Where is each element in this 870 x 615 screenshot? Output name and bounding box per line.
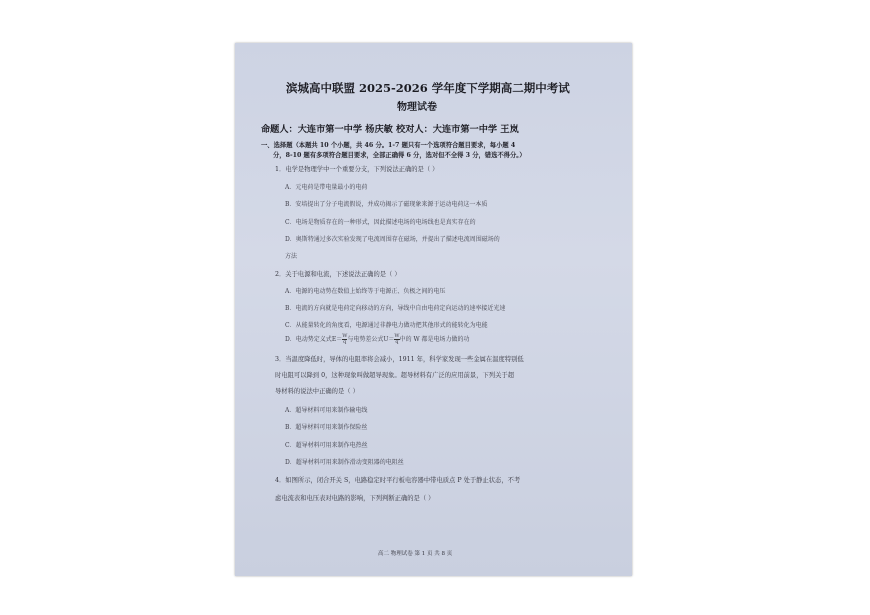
- fraction-numerator: W: [394, 333, 400, 339]
- fraction-denominator: q: [395, 339, 399, 345]
- q1-option-b: B．安培提出了分子电流假说，并成功揭示了磁现象来源于运动电荷这一本质: [285, 201, 488, 208]
- q3-option-b: B．超导材料可用来制作保险丝: [285, 424, 368, 431]
- q4-stem-line1: 4．如图所示，闭合开关 S，电路稳定时平行板电容器中带电质点 P 处于静止状态，不考: [275, 477, 521, 484]
- q3-option-a: A．超导材料可用来制作输电线: [285, 407, 368, 414]
- q2-option-d: [285, 334, 470, 345]
- q2-option-b: B．电流的方向就是电荷定向移动的方向，导线中自由电荷定向运动的速率接近光速: [285, 305, 506, 312]
- q1-stem: 1．电学是物理学中一个重要分支，下列说法正确的是（ ）: [275, 166, 439, 173]
- q1-option-a: A．元电荷是带电量最小的电荷: [285, 184, 368, 191]
- q1-option-d: D．奥斯特通过多次实验发现了电流周围存在磁场，并提出了描述电流周围磁场的: [285, 236, 500, 243]
- q2-d-suffix: 中的 W 都是电场力做的功: [399, 336, 470, 343]
- q2-stem: 2．关于电源和电流，下述说法正确的是（ ）: [275, 271, 401, 278]
- q3-stem-line3: 导材料的说法中正确的是（ ）: [275, 388, 359, 395]
- q2-option-a: A．电源的电动势在数值上始终等于电源正、负极之间的电压: [285, 288, 446, 295]
- q3-option-d: D．超导材料可用来制作滑动变阻器的电阻丝: [285, 459, 404, 466]
- q2-d-mid: 与电势差公式: [347, 336, 384, 343]
- fraction-numerator: W: [342, 333, 348, 339]
- exam-paper: [235, 43, 632, 576]
- q2-d-prefix: D．电动势定义式: [285, 336, 332, 343]
- q4-stem-line2: 虑电流表和电压表对电路的影响，下列判断正确的是（ ）: [275, 495, 435, 502]
- q1-option-d-cont: 方法: [285, 253, 298, 260]
- page-footer: 高二 物理试卷 第 1 页 共 8 页: [378, 551, 453, 557]
- exam-title: 滨城高中联盟 2025-2026 学年度下学期高二期中考试: [286, 81, 570, 95]
- exam-subtitle: 物理试卷: [397, 102, 437, 113]
- q2-d-e-lhs: E＝: [331, 336, 343, 343]
- fraction-denominator: q: [343, 339, 347, 345]
- q3-stem-line2: 时电阻可以降到 0，这种现象叫做超导现象。超导材料有广泛的应用前景，下列关于超: [275, 372, 514, 379]
- q2-option-c: C．从能量转化的角度看，电源通过非静电力做功把其他形式的能转化为电能: [285, 322, 488, 329]
- q3-stem-line1: 3．当温度降低时，导体的电阻率将会减小，1911 年，科学家发现一些金属在温度特别低: [275, 356, 524, 363]
- q2-d-u-lhs: U＝: [383, 336, 395, 343]
- q3-option-c: C．超导材料可用来制作电热丝: [285, 442, 368, 449]
- section1-line1: 一、选择题（本题共 10 个小题，共 46 分。1-7 题只有一个选项符合题目要求，每小题 4: [261, 142, 516, 149]
- section1-line2: 分，8-10 题有多项符合题目要求，全部正确得 6 分，选对但不全得 3 分，错选不得分。）: [273, 152, 526, 159]
- author-line: 命题人：大连市第一中学 杨庆敏 校对人：大连市第一中学 王岚: [261, 124, 519, 135]
- q1-option-c: C．电场是物质存在的一种形式，因此描述电场的电场线也是真实存在的: [285, 219, 476, 226]
